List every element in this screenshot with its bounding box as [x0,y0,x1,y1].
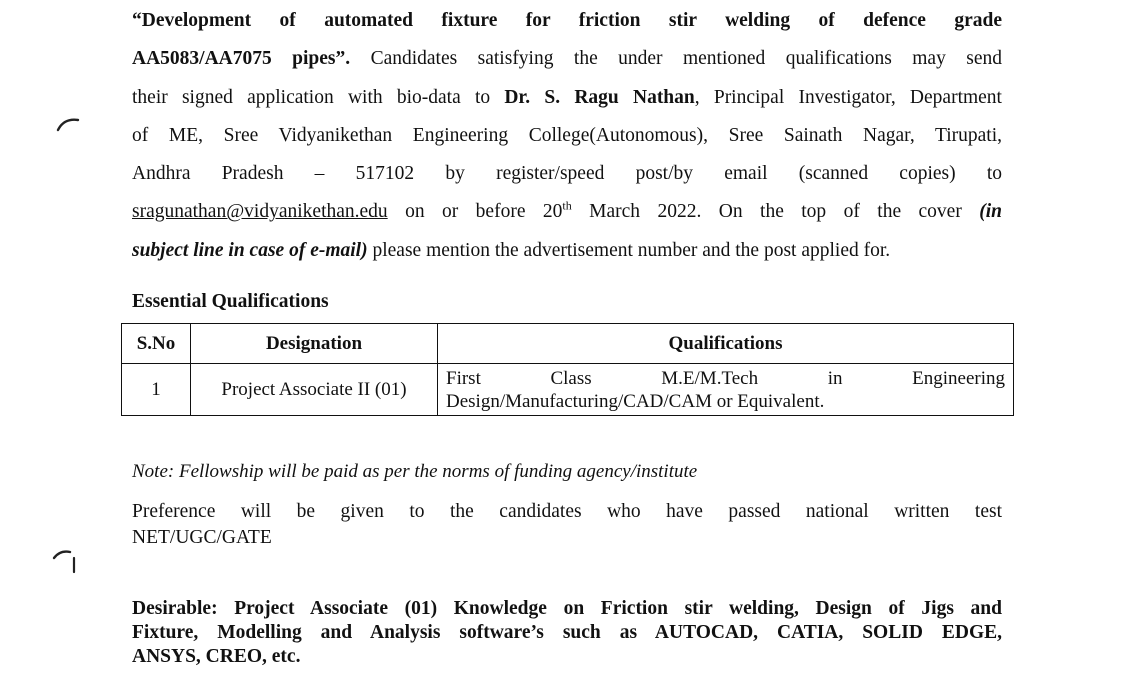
para-line-2 [132,40,1002,78]
desirable-line-2: Fixture, Modelling and Analysis software’s such as AUTOCAD, CATIA, SOLID EDGE, [132,622,1002,643]
para-line-7 [132,232,1002,270]
header-qualifications: Qualifications [438,324,1014,364]
qualifications-table [121,323,1014,416]
fellowship-note: Note: Fellowship will be paid as per the norms of funding agency/institute [132,461,698,482]
para-line-3 [132,79,1002,117]
address-line: of ME, Sree Vidyanikethan Engineering College(Autonomous), Sree Sainath Nagar, Tirupati, [132,124,1002,146]
subject-note-part-1: (in [979,201,1003,223]
para-line-1 [132,2,1002,40]
subject-note-part-2: subject line in case of e-mail) [132,239,368,261]
header-designation: Designation [191,324,438,364]
para-line-2-text: Candidates satisfying the under mentioned qualifications may send [350,48,1002,70]
table-header-row [122,324,1014,364]
para-line-3-post: , Principal Investigator, Department [694,86,1002,108]
intro-paragraph [132,2,1002,270]
desirable-line-3: ANSYS, CREO, etc. [132,646,301,667]
para-line-4 [132,117,1002,155]
preference-line-1: Preference will be given to the candidates who have passed national written test [132,501,1002,522]
project-title-part-1: “Development of automated fixture for friction stir welding of defence grade [132,10,1002,31]
preference-line-2: NET/UGC/GATE [132,527,272,548]
section-title: Essential Qualifications [132,291,329,312]
para-line-6 [132,193,1002,231]
email-link[interactable]: sragunathan@vidyanikethan.edu [132,201,388,223]
para-line-5 [132,155,1002,193]
table-row [122,364,1014,416]
punch-hole-mark-top [56,116,82,132]
postal-line: Andhra Pradesh – 517102 by register/speed post/by email (scanned copies) to [132,163,1002,185]
cell-designation: Project Associate II (01) [191,364,438,416]
ordinal-suffix: th [562,198,572,213]
cell-qualifications [438,364,1014,416]
desirable-paragraph [132,597,1002,669]
punch-hole-mark-bottom [52,548,80,574]
project-title-part-2: AA5083/AA7075 pipes”. [132,48,351,70]
cell-sno: 1 [122,364,191,416]
para-line-3-pre: their signed application with bio-data to [132,86,505,108]
desirable-line-1: Desirable: Project Associate (01) Knowledge on Friction stir welding, Design of Jigs and [132,598,1002,619]
advertisement-instruction: please mention the advertisement number and the post applied for. [367,239,891,261]
deadline-text-post: March 2022. On the top of the cover [571,201,980,223]
qualification-line-2: Design/Manufacturing/CAD/CAM or Equivalent. [446,390,825,412]
investigator-name: Dr. S. Ragu Nathan [504,86,695,108]
qualification-line-1: First Class M.E/M.Tech in Engineering [446,367,1005,389]
deadline-text: on or before 20 [387,201,563,223]
preference-paragraph [132,499,1002,551]
header-sno: S.No [122,324,191,364]
